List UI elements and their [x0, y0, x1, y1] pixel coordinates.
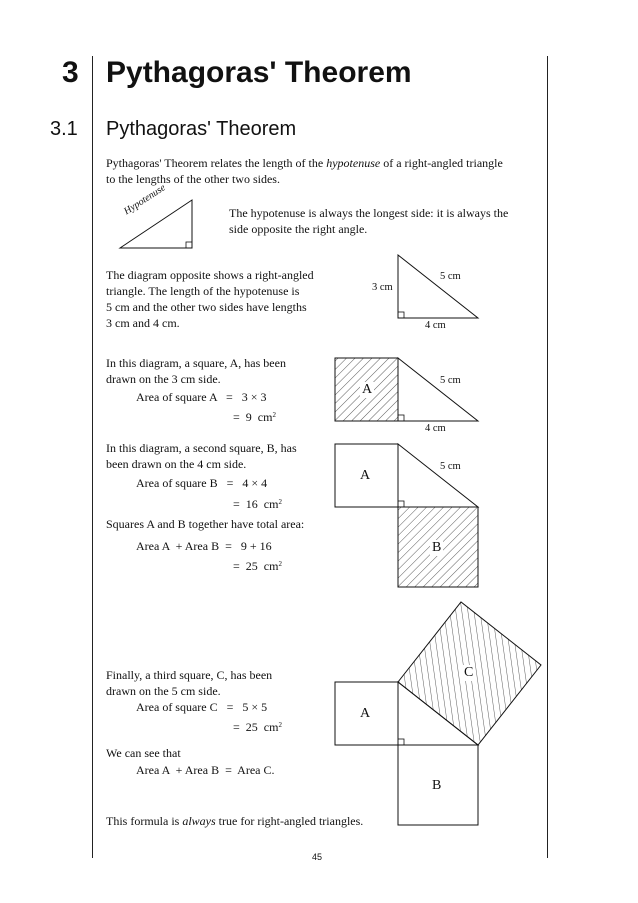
square-c-eq2: = 25 $cm^2$: [233, 720, 282, 734]
conclusion-eq: Area A + Area B = Area C.: [136, 763, 275, 777]
label-4cm-2: 4 cm: [425, 423, 446, 434]
label-4cm-1: 4 cm: [425, 320, 446, 331]
conclusion-text: We can see that: [106, 746, 181, 760]
section-title: Pythagoras' Theorem: [106, 118, 297, 140]
formula-statement: This formula is always true for right-angled triangles.: [106, 814, 364, 828]
together-eq2: = 25 $cm^2$: [233, 559, 282, 573]
label-5cm-1: 5 cm: [440, 271, 461, 282]
label-3cm-1: 3 cm: [372, 282, 393, 293]
label-5cm-2: 5 cm: [440, 375, 461, 386]
label-5cm-3: 5 cm: [440, 461, 461, 472]
letter-a-2: A: [362, 382, 373, 397]
section-number: 3.1: [50, 118, 78, 140]
letter-a-4: A: [360, 706, 371, 721]
letter-b-3: B: [432, 540, 442, 555]
square-c-text: Finally, a third square, C, has been drawn on the 5 cm side.: [106, 668, 273, 698]
letter-a-3: A: [360, 468, 371, 483]
intro-paragraph: Pythagoras' Theorem relates the length of the hypotenuse of a right-angled triangle to the lengths of the other two sides.: [106, 156, 503, 186]
square-b-eq1: Area of square B = 4 × 4: [136, 476, 268, 490]
square-a-text: In this diagram, a square, A, has been drawn on the 3 cm side.: [106, 356, 286, 386]
chapter-number: 3: [62, 56, 79, 89]
chapter-title: Pythagoras' Theorem: [106, 56, 412, 89]
letter-b-4: B: [432, 778, 442, 793]
hypotenuse-note: The hypotenuse is always the longest side: it is always the side opposite the right angle.: [229, 206, 509, 236]
hypotenuse-label: Hypotenuse: [122, 182, 168, 218]
page-number: 45: [312, 852, 323, 862]
square-b-eq2: = 16 $cm^2$: [233, 497, 282, 511]
square-c-eq1: Area of square C = 5 × 5: [136, 700, 268, 714]
letter-c-4: C: [464, 665, 474, 680]
square-a-eq2: = 9 $cm^2$: [233, 410, 276, 424]
together-text: Squares A and B together have total area:: [106, 517, 305, 531]
together-eq1: Area A + Area B = 9 + 16: [136, 539, 272, 553]
square-b-text: In this diagram, a second square, B, has been drawn on the 4 cm side.: [106, 441, 297, 471]
square-a-eq1: Area of square A = 3 × 3: [136, 390, 267, 404]
diagram-description: The diagram opposite shows a right-angled triangle. The length of the hypotenuse is 5 cm and the other two sides have lengths 3 cm and 4 cm.: [106, 268, 314, 330]
